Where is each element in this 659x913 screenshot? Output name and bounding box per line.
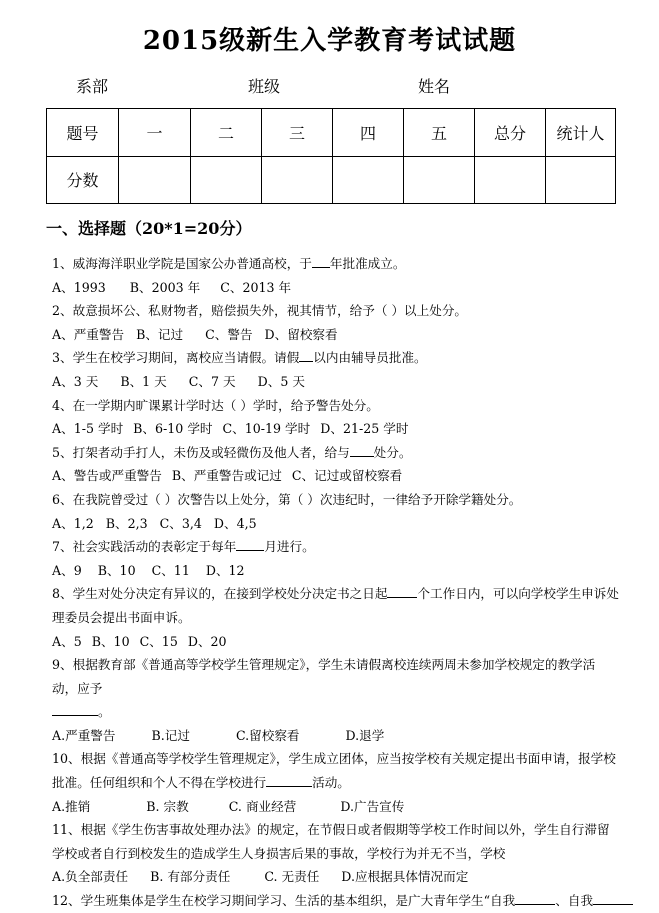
question-6: 6、在我院曾受过（ ）次警告以上处分，第（ ）次违纪时，一律给予开除学籍处分。: [52, 491, 522, 507]
option[interactable]: D、12: [205, 562, 245, 578]
question-7: 7、社会实践活动的表彰定于每年 月进行。: [52, 535, 620, 559]
option[interactable]: C、记过或留校察看: [291, 468, 403, 484]
answer-blank[interactable]: [387, 583, 417, 598]
question-2-options: [52, 323, 620, 347]
option[interactable]: A、5: [52, 633, 82, 649]
option[interactable]: B、2,3: [105, 515, 148, 531]
option[interactable]: C、3,4: [159, 515, 202, 531]
question-1: 1、威海海洋职业学院是国家公办普通高校，于 年批准成立。: [52, 252, 620, 276]
option[interactable]: D.退学: [345, 727, 385, 743]
option[interactable]: A.推销: [52, 798, 91, 814]
option[interactable]: A、1,2: [52, 515, 94, 531]
option[interactable]: C、警告: [205, 326, 253, 342]
option[interactable]: C.留校察看: [235, 727, 300, 743]
option[interactable]: B、记过: [136, 326, 184, 342]
answer-blank[interactable]: [52, 701, 98, 716]
section-heading: 一、选择题（20*1=20分）: [46, 219, 252, 238]
option[interactable]: A、1-5 学时: [52, 421, 124, 437]
question-4-options: [52, 417, 620, 441]
option[interactable]: D、留校察看: [264, 326, 338, 342]
option[interactable]: D、5 天: [257, 373, 305, 389]
name-label: 姓名: [418, 77, 451, 96]
header-cell: 题号: [47, 109, 119, 157]
option[interactable]: B、1 天: [120, 373, 167, 389]
answer-blank[interactable]: [593, 890, 633, 905]
question-3-options: [52, 370, 620, 394]
option[interactable]: C、11: [151, 562, 190, 578]
option[interactable]: D、21-25 学时: [320, 421, 409, 437]
header-cell: 总分: [475, 109, 546, 157]
answer-blank[interactable]: [266, 772, 312, 787]
question-2: 2、故意损坏公、私财物者，赔偿损失外，视其情节，给予（ ）以上处分。: [52, 303, 468, 319]
answer-blank[interactable]: [350, 442, 374, 457]
class-label: 班级: [248, 77, 281, 96]
page-title: 2015级新生入学教育考试试题: [142, 26, 517, 56]
question-6-options: [52, 512, 620, 536]
option[interactable]: C、2013 年: [220, 279, 292, 295]
option[interactable]: D.广告宣传: [340, 798, 405, 814]
question-8: 8、学生对处分决定有异议的，在接到学校处分决定书之日起 个工作日内，可以向学校学生申诉处理委员会提出书面申诉。: [52, 582, 620, 629]
option[interactable]: A、严重警告: [52, 326, 125, 342]
question-5: 5、打架者动手打人，未伤及或轻微伤及他人者，给与 处分。: [52, 441, 620, 465]
dept-label: 系部: [76, 77, 109, 96]
option[interactable]: B、2003 年: [129, 279, 201, 295]
option[interactable]: D、20: [187, 633, 227, 649]
question-8-options: [52, 630, 620, 654]
option[interactable]: A、警告或严重警告: [52, 468, 162, 484]
header-cell: 四: [333, 109, 404, 157]
option[interactable]: A、9: [52, 562, 82, 578]
header-cell: 二: [191, 109, 262, 157]
option[interactable]: D.应根据具体情况而定: [341, 869, 469, 885]
question-11: 11、根据《学生伤害事故处理办法》的规定，在节假日或者假期等学校工作时间以外，学生自行滞留学校或者自行到校发生的造成学生人身损害后果的事故，学校行为并无不当，学校: [52, 822, 610, 861]
question-3: 3、学生在校学习期间，离校应当请假。请假 以内由辅导员批准。: [52, 346, 620, 370]
questions-body: [52, 252, 620, 913]
option[interactable]: C. 商业经营: [228, 798, 297, 814]
score-label-cell: 分数: [47, 156, 119, 204]
score-input-cell[interactable]: [191, 156, 262, 204]
header-cell: 一: [119, 109, 191, 157]
question-1-options: [52, 276, 620, 300]
answer-blank[interactable]: [515, 890, 555, 905]
option[interactable]: C、15: [139, 633, 178, 649]
option[interactable]: C、7 天: [188, 373, 236, 389]
option[interactable]: C. 无责任: [264, 869, 320, 885]
student-info-fields: [0, 74, 659, 98]
header-cell: 五: [404, 109, 475, 157]
header-cell: 三: [262, 109, 333, 157]
score-table-header-row: [47, 109, 616, 157]
option[interactable]: A.负全部责任: [52, 869, 129, 885]
answer-blank[interactable]: [236, 536, 264, 551]
option[interactable]: B.记过: [151, 727, 190, 743]
question-10: 10、根据《普通高等学校学生管理规定》，学生成立团体，应当按学校有关规定提出书面申请，报学校批准。任何组织和个人不得在学校进行 活动。: [52, 751, 616, 791]
score-table-score-row: [47, 156, 616, 204]
question-9: 9、根据教育部《普通高等学校学生管理规定》，学生未请假离校连续两周未参加学校规定的教学活动，应予 。: [52, 657, 596, 720]
header-cell: 统计人: [546, 109, 616, 157]
question-12: 12、学生班集体是学生在校学习期间学习、生活的基本组织，是广大青年学生“自我 、自我: [52, 889, 620, 913]
option[interactable]: C、10-19 学时: [222, 421, 311, 437]
answer-blank[interactable]: [312, 253, 330, 268]
score-input-cell[interactable]: [333, 156, 404, 204]
option[interactable]: B、严重警告或记过: [171, 468, 282, 484]
option[interactable]: A、3 天: [52, 373, 99, 389]
option[interactable]: B、10: [97, 562, 136, 578]
question-7-options: [52, 559, 620, 583]
answer-blank[interactable]: [299, 347, 313, 362]
question-4: 4、在一学期内旷课累计学时达（ ）学时，给予警告处分。: [52, 397, 379, 413]
question-5-options: [52, 464, 620, 488]
option[interactable]: D、4,5: [213, 515, 257, 531]
option[interactable]: B. 宗教: [146, 798, 189, 814]
option[interactable]: B、10: [91, 633, 130, 649]
option[interactable]: A.严重警告: [52, 727, 116, 743]
score-input-cell[interactable]: [475, 156, 546, 204]
question-10-options: [52, 795, 620, 819]
option[interactable]: B. 有部分责任: [150, 869, 231, 885]
question-9-options: [52, 724, 620, 748]
option[interactable]: B、6-10 学时: [133, 421, 213, 437]
score-input-cell[interactable]: [546, 156, 616, 204]
option[interactable]: A、1993: [52, 279, 106, 295]
score-input-cell[interactable]: [119, 156, 191, 204]
score-input-cell[interactable]: [262, 156, 333, 204]
question-11-options: [52, 865, 620, 889]
score-table: [46, 108, 616, 204]
score-input-cell[interactable]: [404, 156, 475, 204]
